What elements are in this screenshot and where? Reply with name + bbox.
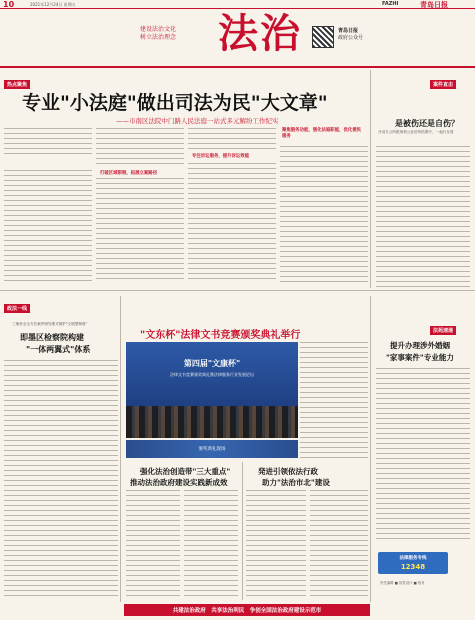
- right-lower-title-1: 提升办理涉外婚姻: [390, 341, 450, 350]
- slogan-block: [140, 26, 210, 42]
- edition-label: FAZHI: [382, 1, 399, 7]
- lead-col-2b: [96, 178, 184, 282]
- top-bar: [0, 0, 475, 9]
- story-divider: [242, 462, 243, 600]
- event-headline: "文东杯"法律文书竞赛颁奖典礼举行: [140, 330, 301, 341]
- lead-col-1: [4, 128, 92, 158]
- right-title-1: 是被伤还是自伤？: [395, 118, 459, 128]
- tag-law-frontline: 政法一线: [4, 304, 30, 313]
- masthead-side: [338, 28, 363, 42]
- lead-side-heading: 聚焦服务功能，强化法庭职能，优化便民服务: [282, 128, 362, 139]
- header-rule: [0, 66, 475, 68]
- masthead-title: 法治: [218, 10, 302, 57]
- header-band: [0, 10, 475, 66]
- law-body-1: [4, 360, 118, 600]
- masthead-side-2: 政府公众号: [338, 35, 364, 41]
- lead-col-1b: [4, 170, 92, 282]
- event-banner-title: 第四届"文康杯": [183, 359, 241, 368]
- lead-col-3: [188, 128, 276, 150]
- event-banner-sub: 法律文书竞赛颁奖典礼暨法律服务行业发展论坛: [170, 372, 254, 377]
- story1-title-1: 强化法治创造带"三大重点": [140, 467, 231, 476]
- footer-slogan: 共建法治政府 共享法治利民 争创全国法治政府建设示范市: [172, 608, 322, 614]
- story2-body-a: [246, 490, 306, 598]
- lead-subhead: ——市南区法院中门路人民法庭一站式多元解纷工作纪实: [116, 117, 279, 125]
- event-photo: [126, 342, 298, 438]
- lead-col-3b: [188, 163, 276, 282]
- lead-section-2: 专注诉讼服务，提升诉讼效能: [192, 154, 250, 159]
- page-number: 10: [3, 0, 15, 9]
- lead-col-2: [96, 128, 184, 168]
- tag-law-express: 法苑速递: [430, 326, 456, 335]
- right-lower-divider: [370, 296, 371, 602]
- right-lower-body: [376, 368, 470, 540]
- story1-body-b: [184, 490, 238, 598]
- right-col-divider: [370, 70, 371, 288]
- story2-title-1: 発进引领依法行政: [258, 467, 318, 476]
- lead-headline: 专业"小法庭"做出司法为民"大文章": [22, 92, 328, 114]
- lead-section-1: 打破区域限制，拓展立案路径: [100, 171, 158, 176]
- hotline-number: 12348: [400, 563, 426, 571]
- law-kicker: 三案补全全方位案件研究维式保护"文明型制度": [12, 322, 88, 326]
- footer-bar: [124, 604, 370, 616]
- qr-code: [312, 26, 334, 48]
- event-photo-caption: 颁奖典礼现场: [198, 447, 226, 452]
- mid-rule: [0, 290, 475, 291]
- law-title-2: "一体两翼式"体系: [26, 344, 91, 354]
- slogan-line-1: 建设法治文化: [140, 26, 177, 33]
- right-col-body: [376, 146, 470, 288]
- newspaper-name: 青岛日报: [420, 1, 448, 9]
- event-side-text: [300, 342, 368, 458]
- lead-section-heading-0: [4, 160, 92, 166]
- right-lower-title-2: "家事案件"专业能力: [386, 353, 454, 362]
- hotline-box: [378, 552, 448, 574]
- left-lower-divider: [120, 296, 121, 602]
- story2-title-2: 助力"法治市北"建设: [262, 478, 330, 487]
- date-line: 2021年12月24日 星期五: [30, 2, 76, 7]
- editor-line: 责任编辑 ■ 视觉设计 ■ 校对: [380, 581, 425, 585]
- tag-case: 案件直击: [430, 80, 456, 89]
- story1-body-a: [126, 490, 180, 598]
- lead-col-4: [280, 146, 368, 282]
- tag-hot-focus: 热点聚焦: [4, 80, 30, 89]
- event-crowd: [126, 406, 298, 438]
- story1-title-2: 推动法治政府建设实践新成效: [130, 478, 228, 487]
- slogan-line-2: 树立法治理念: [140, 34, 177, 41]
- event-photo-2: [126, 440, 298, 458]
- hotline-title: 法律服务专线: [399, 556, 427, 561]
- masthead-side-1: 青岛日报: [338, 28, 359, 34]
- right-title-2: 开双方公所报别和公业后所结果中，一起行互驳: [378, 130, 454, 134]
- story2-body-b: [310, 490, 368, 598]
- law-title-1: 即墨区检察院构建: [20, 332, 84, 342]
